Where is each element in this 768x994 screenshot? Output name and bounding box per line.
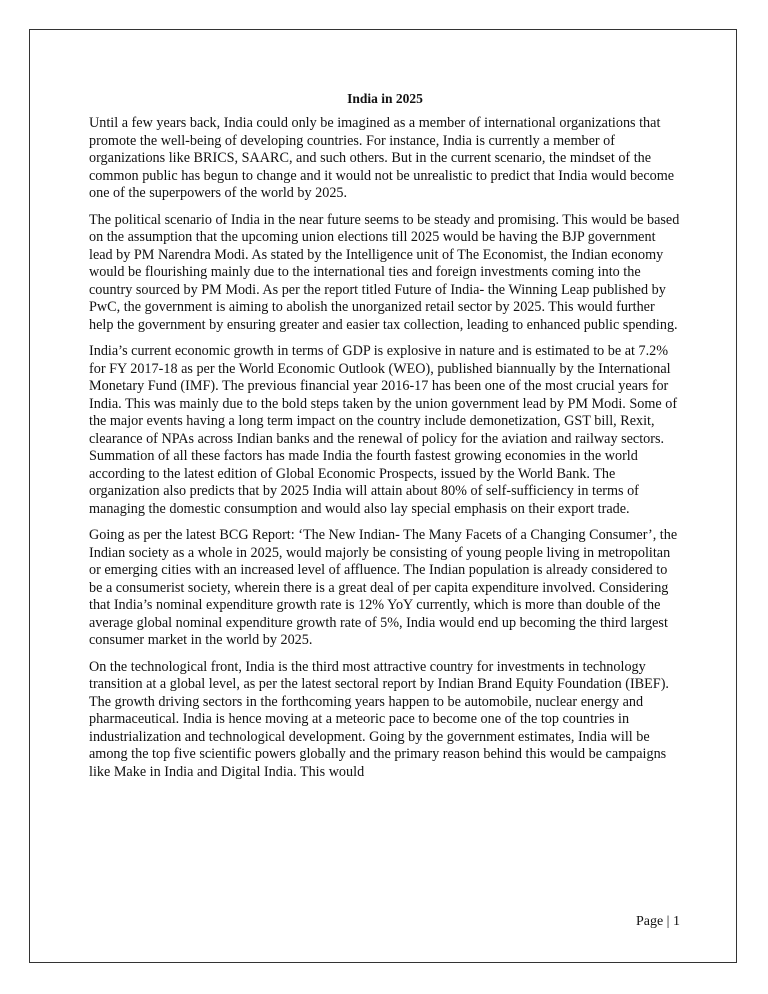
page-number: Page | 1 bbox=[635, 914, 680, 929]
paragraph-technology: On the technological front, India is the third most attractive country for investments in technology transition at a global level, as per the latest sectoral report by Indian Brand Equity Foundation (IBEF). The growth driving sectors in the forthcoming years happen to be automobile, nuclear energy and pharmaceutical. India is hence moving at a meteoric pace to become one of the top countries in industrialization and technological development. Going by the government estimates, India will be among the top five scientific powers globally and the primary reason behind this would be campaigns like Make in India and Digital India. This would bbox=[89, 658, 669, 780]
paragraph-consumer: Going as per the latest BCG Report: ‘The New Indian- The Many Facets of a Changing Consumer’, the Indian society as a whole in 2025, would majorly be consisting of young people living in metropolitan or emerging cities with an increased level of affluence. The Indian population is already considered to be a consumerist society, wherein there is a great deal of per capita expenditure involved. Considering that India’s nominal expenditure growth rate is 12% YoY currently, which is more than double of the average global nominal expenditure growth rate of 5%, India would end up becoming the third largest consumer market in the world by 2025. bbox=[89, 527, 678, 648]
document-body bbox=[89, 89, 681, 790]
document-title: India in 2025 bbox=[347, 91, 423, 106]
paragraph-intro: Until a few years back, India could only be imagined as a member of international organizations that promote the well-being of developing countries. For instance, India is currently a member of organizations like BRICS, SAARC, and such others. But in the current scenario, the mindset of the common public has begun to change and it would not be unrealistic to predict that India would become one of the superpowers of the world by 2025. bbox=[89, 115, 675, 201]
paragraph-economic: India’s current economic growth in terms of GDP is explosive in nature and is estimated to be at 7.2% for FY 2017-18 as per the World Economic Outlook (WEO), published biannually by the International Monetary Fund (IMF). The previous financial year 2016-17 has been one of the most crucial years for India. This was mainly due to the bold steps taken by the union government lead by PM Modi. Some of the major events having a long term impact on the country include demonetization, GST bill, Rexit, clearance of NPAs across Indian banks and the renewal of policy for the aviation and railway sectors. Summation of all these factors has made India the fourth fastest growing economies in the world according to the latest edition of Global Economic Prospects, issued by the World Bank. The organization also predicts that by 2025 India will attain about 80% of self-sufficiency in terms of managing the domestic consumption and would also lay special emphasis on their export trade. bbox=[89, 343, 678, 517]
paragraph-political: The political scenario of India in the near future seems to be steady and promising. This would be based on the assumption that the upcoming union elections till 2025 would be having the BJP government lead by PM Narendra Modi. As stated by the Intelligence unit of The Economist, the Indian economy would be flourishing mainly due to the international ties and foreign investments coming into the country sourced by PM Modi. As per the report titled Future of India- the Winning Leap published by PwC, the government is aiming to abolish the unorganized retail sector by 2025. This would further help the government by ensuring greater and easier tax collection, leading to enhanced public spending. bbox=[89, 211, 680, 333]
